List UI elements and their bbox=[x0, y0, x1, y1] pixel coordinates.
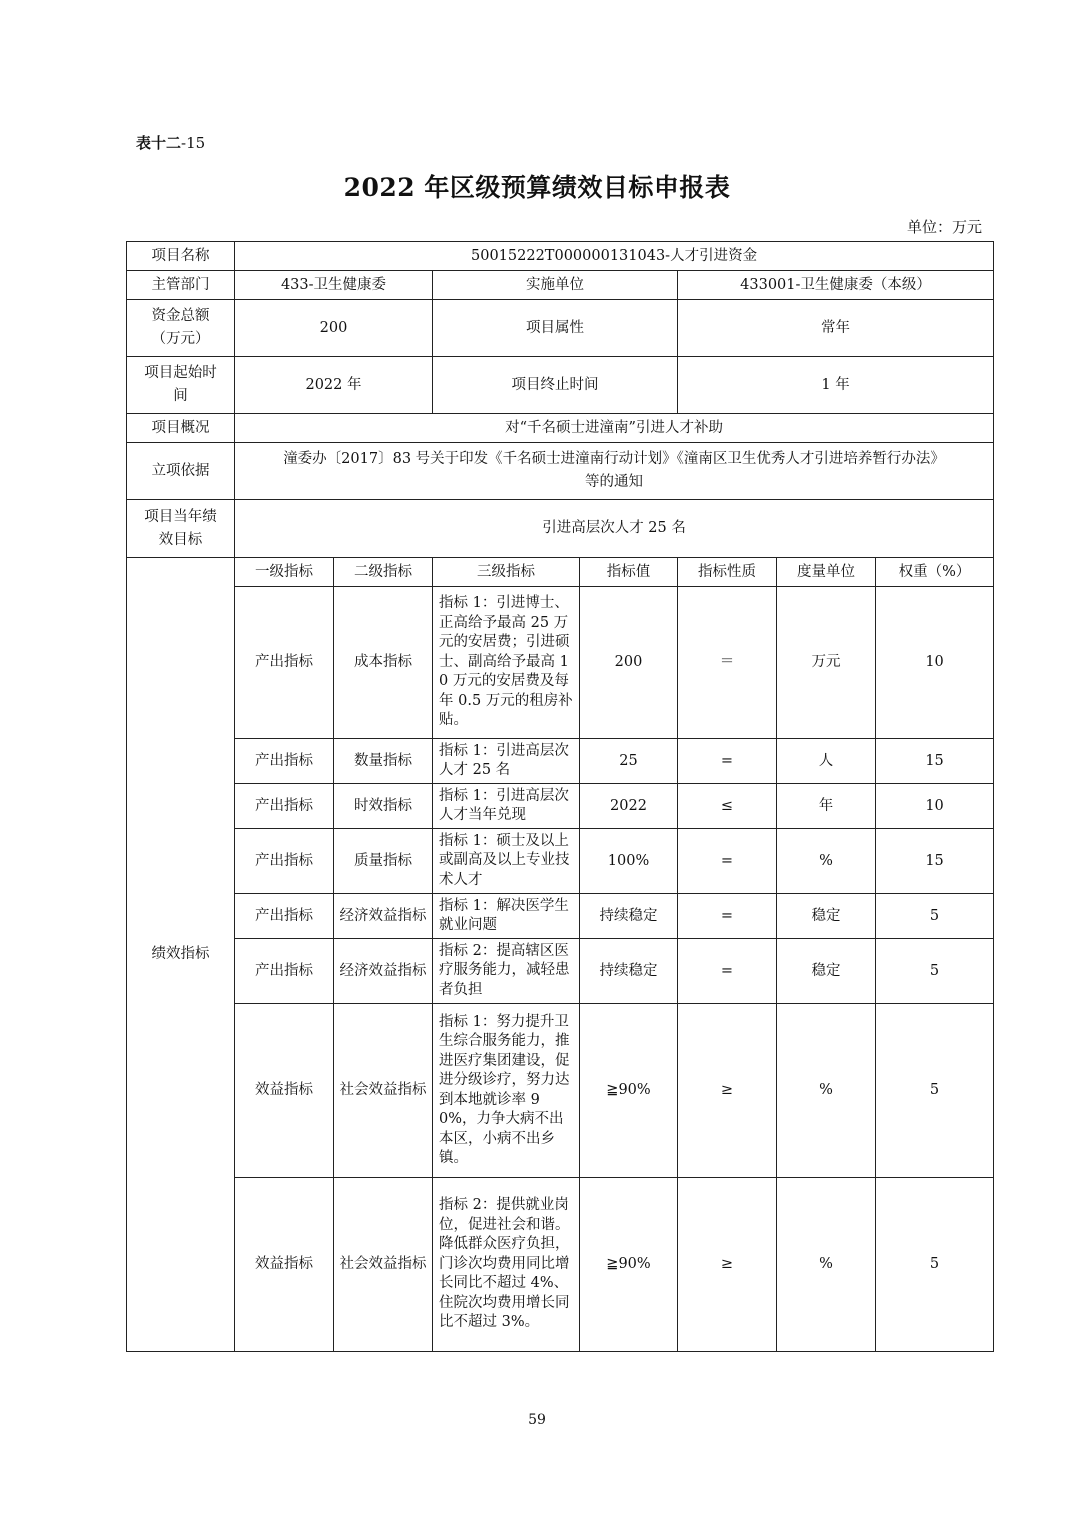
report-table bbox=[126, 241, 994, 1352]
level3-cell: 指标 1：努力提升卫生综合服务能力，推进医疗集团建设，促进分级诊疗，努力达到本地就诊率 90%，力争大病不出本区，小病不出乡镇。 bbox=[433, 1004, 580, 1178]
nature-cell: ＝ bbox=[678, 587, 777, 739]
level2-cell: 质量指标 bbox=[334, 829, 433, 894]
nature-cell: = bbox=[678, 894, 777, 939]
level1-cell: 产出指标 bbox=[235, 829, 334, 894]
level2-cell: 时效指标 bbox=[334, 784, 433, 829]
level2-cell: 社会效益指标 bbox=[334, 1178, 433, 1352]
level1-cell: 产出指标 bbox=[235, 587, 334, 739]
row-project-name bbox=[127, 242, 994, 271]
row-overview bbox=[127, 414, 994, 443]
column-header: 权重（%） bbox=[876, 558, 994, 587]
page-number: 59 bbox=[528, 1412, 546, 1428]
level2-cell: 经济效益指标 bbox=[334, 939, 433, 1004]
row-basis bbox=[127, 443, 994, 500]
level3-cell: 指标 1：引进高层次人才当年兑现 bbox=[433, 784, 580, 829]
level3-cell: 指标 1：引进博士、正高给予最高 25 万元的安居费；引进硕士、副高给予最高 10 万元的安居费及每年 0.5 万元的租房补贴。 bbox=[433, 587, 580, 739]
table-row bbox=[127, 587, 994, 739]
level3-cell: 指标 2：提供就业岗位，促进社会和谐。降低群众医疗负担，门诊次均费用同比增长同比不超过 4%、住院次均费用增长同比不超过 3%。 bbox=[433, 1178, 580, 1352]
value-cell: 100% bbox=[580, 829, 678, 894]
level3-cell: 指标 2：提高辖区医疗服务能力，减轻患者负担 bbox=[433, 939, 580, 1004]
level3-cell: 指标 1：引进高层次人才 25 名 bbox=[433, 739, 580, 784]
nature-cell: ≤ bbox=[678, 784, 777, 829]
column-header: 指标值 bbox=[580, 558, 678, 587]
nature-cell: = bbox=[678, 739, 777, 784]
row-period bbox=[127, 357, 994, 414]
start-label: 项目起始时 间 bbox=[127, 357, 235, 414]
nature-cell: = bbox=[678, 829, 777, 894]
weight-cell: 5 bbox=[876, 894, 994, 939]
level2-cell: 成本指标 bbox=[334, 587, 433, 739]
overview-value: 对“千名硕士进潼南”引进人才补助 bbox=[235, 414, 994, 443]
column-header: 度量单位 bbox=[777, 558, 876, 587]
weight-cell: 10 bbox=[876, 587, 994, 739]
value-cell: ≧90% bbox=[580, 1178, 678, 1352]
table-row bbox=[127, 939, 994, 1004]
table-number: 表十二-15 bbox=[136, 134, 206, 152]
level2-cell: 经济效益指标 bbox=[334, 894, 433, 939]
overview-label: 项目概况 bbox=[127, 414, 235, 443]
dept-label: 主管部门 bbox=[127, 271, 235, 300]
nature-cell: = bbox=[678, 939, 777, 1004]
value-cell: 持续稳定 bbox=[580, 894, 678, 939]
row-goal bbox=[127, 500, 994, 558]
weight-cell: 10 bbox=[876, 784, 994, 829]
table-row bbox=[127, 1004, 994, 1178]
row-department bbox=[127, 271, 994, 300]
value-cell: 25 bbox=[580, 739, 678, 784]
row-fund bbox=[127, 300, 994, 357]
value-cell: 200 bbox=[580, 587, 678, 739]
level3-cell: 指标 1：解决医学生就业问题 bbox=[433, 894, 580, 939]
attr-label: 项目属性 bbox=[433, 300, 678, 357]
indicators-section-label: 绩效指标 bbox=[127, 558, 235, 1352]
value-cell: ≧90% bbox=[580, 1004, 678, 1178]
nature-cell: ≥ bbox=[678, 1178, 777, 1352]
level1-cell: 产出指标 bbox=[235, 784, 334, 829]
basis-value: 潼委办〔2017〕83 号关于印发《千名硕士进潼南行动计划》《潼南区卫生优秀人才引进培养暂行办法》 等的通知 bbox=[235, 443, 994, 500]
column-header: 指标性质 bbox=[678, 558, 777, 587]
end-value: 1 年 bbox=[678, 357, 994, 414]
weight-cell: 5 bbox=[876, 1178, 994, 1352]
nature-cell: ≥ bbox=[678, 1004, 777, 1178]
column-header: 一级指标 bbox=[235, 558, 334, 587]
end-label: 项目终止时间 bbox=[433, 357, 678, 414]
level1-cell: 效益指标 bbox=[235, 1004, 334, 1178]
unit-cell: % bbox=[777, 1004, 876, 1178]
fund-label: 资金总额 （万元） bbox=[127, 300, 235, 357]
page-title: 2022 年区级预算绩效目标申报表 bbox=[343, 173, 731, 202]
weight-cell: 5 bbox=[876, 1004, 994, 1178]
impl-value: 433001-卫生健康委（本级） bbox=[678, 271, 994, 300]
attr-value: 常年 bbox=[678, 300, 994, 357]
indicator-header-row bbox=[127, 558, 994, 587]
unit-cell: 人 bbox=[777, 739, 876, 784]
level1-cell: 产出指标 bbox=[235, 739, 334, 784]
table-row bbox=[127, 1178, 994, 1352]
goal-label: 项目当年绩 效目标 bbox=[127, 500, 235, 558]
unit-label: 单位：万元 bbox=[906, 218, 982, 236]
dept-value: 433-卫生健康委 bbox=[235, 271, 433, 300]
level2-cell: 数量指标 bbox=[334, 739, 433, 784]
project-name-value: 50015222T000000131043-人才引进资金 bbox=[235, 242, 994, 271]
value-cell: 持续稳定 bbox=[580, 939, 678, 1004]
unit-cell: % bbox=[777, 829, 876, 894]
column-header: 二级指标 bbox=[334, 558, 433, 587]
basis-label: 立项依据 bbox=[127, 443, 235, 500]
unit-cell: 稳定 bbox=[777, 939, 876, 1004]
table-row bbox=[127, 894, 994, 939]
weight-cell: 15 bbox=[876, 739, 994, 784]
weight-cell: 15 bbox=[876, 829, 994, 894]
unit-cell: % bbox=[777, 1178, 876, 1352]
value-cell: 2022 bbox=[580, 784, 678, 829]
level2-cell: 社会效益指标 bbox=[334, 1004, 433, 1178]
table-row bbox=[127, 784, 994, 829]
unit-cell: 年 bbox=[777, 784, 876, 829]
unit-cell: 稳定 bbox=[777, 894, 876, 939]
start-value: 2022 年 bbox=[235, 357, 433, 414]
project-name-label: 项目名称 bbox=[127, 242, 235, 271]
table-row bbox=[127, 739, 994, 784]
weight-cell: 5 bbox=[876, 939, 994, 1004]
goal-value: 引进高层次人才 25 名 bbox=[235, 500, 994, 558]
level1-cell: 效益指标 bbox=[235, 1178, 334, 1352]
impl-label: 实施单位 bbox=[433, 271, 678, 300]
column-header: 三级指标 bbox=[433, 558, 580, 587]
fund-value: 200 bbox=[235, 300, 433, 357]
level3-cell: 指标 1：硕士及以上或副高及以上专业技术人才 bbox=[433, 829, 580, 894]
table-row bbox=[127, 829, 994, 894]
unit-cell: 万元 bbox=[777, 587, 876, 739]
level1-cell: 产出指标 bbox=[235, 894, 334, 939]
level1-cell: 产出指标 bbox=[235, 939, 334, 1004]
